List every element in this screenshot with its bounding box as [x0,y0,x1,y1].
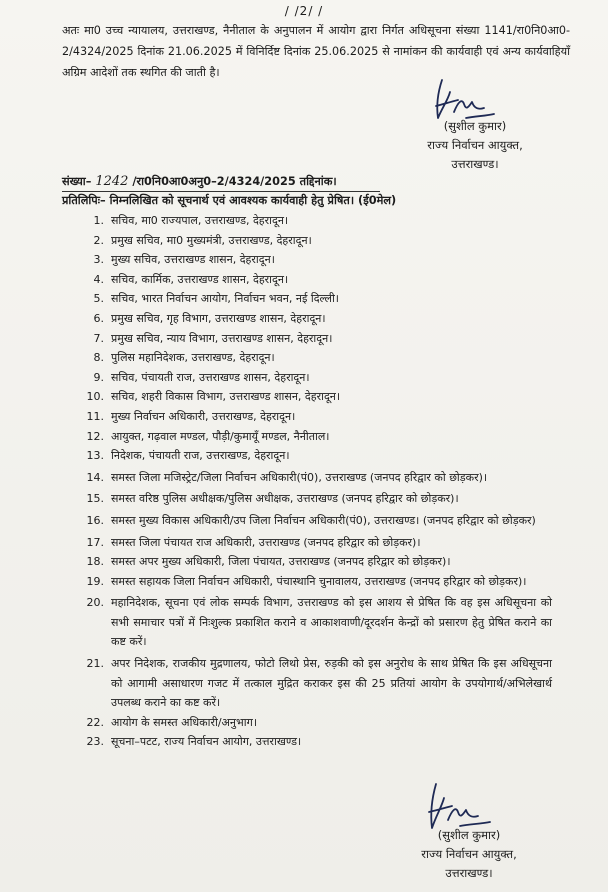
list-item: 2. प्रमुख सचिव, मा0 मुख्यमंत्री, उत्तराखण्ड, देहरादून। [93,233,312,247]
reference-prefix: संख्या– [62,175,92,188]
list-item: 8. पुलिस महानिदेशक, उत्तराखण्ड, देहरादून। [93,351,275,365]
page-number: / /2/ / [284,4,324,18]
signatory-state: उत्तराखण्ड। [451,157,499,171]
list-item: 11. मुख्य निर्वाचन अधिकारी, उत्तराखण्ड, देहरादून। [86,409,296,423]
list-item: 17. समस्त जिला पंचायत राज अधिकारी, उत्तराखण्ड (जनपद हरिद्वार को छोड़कर)। [86,535,421,549]
signatory-state: उत्तराखण्ड। [445,866,493,880]
list-item: 1. सचिव, मा0 राज्यपाल, उत्तराखण्ड, देहरादून। [93,214,289,227]
signatory-designation: राज्य निर्वाचन आयुक्त, [421,847,517,861]
list-item: 20. महानिदेशक, सूचना एवं लोक सम्पर्क विभाग, उत्तराखण्ड को इस आशय से प्रेषित कि वह इस अधिसूचना को सभी समाचार पत्रों में निःशुल्क प्रकाशित कराने व आकाशवाणी/दूरदर्शन केन्द्रों को प्रसारण हेतु प्रेषित कराने का कष्ट करें। [86,596,552,649]
list-item: 16. समस्त मुख्य विकास अधिकारी/उप जिला निर्वाचन अधिकारी(पं0), उत्तराखण्ड। (जनपद हरिद्वार को छोड़कर) [86,513,536,527]
list-item: 19. समस्त सहायक जिला निर्वाचन अधिकारी, पंचास्थानि चुनावालय, उत्तराखण्ड (जनपद हरिद्वार को छोड़कर)। [86,574,527,588]
list-item: 5. सचिव, भारत निर्वाचन आयोग, निर्वाचन भवन, नई दिल्ली। [93,292,339,306]
copy-to-heading: प्रतिलिपिः– निम्नलिखित को सूचनार्थ एवं आवश्यक कार्यवाही हेतु प्रेषित। (ई0मेल) [62,194,397,207]
signature-block-2 [394,826,544,883]
reference-line [62,172,582,192]
list-item: 9. सचिव, पंचायती राज, उत्तराखण्ड शासन, देहरादून। [93,370,310,384]
signatory-name: (सुशील कुमार) [443,119,507,133]
list-item: 14. समस्त जिला मजिस्ट्रेट/जिला निर्वाचन अधिकारी(पं0), उत्तराखण्ड (जनपद हरिद्वार को छोड़कर)। [86,470,488,484]
reference-handwritten-number: 1242 [95,174,129,189]
list-item: 10. सचिव, शहरी विकास विभाग, उत्तराखण्ड शासन, देहरादून। [86,390,341,404]
list-item: 18. समस्त अपर मुख्य अधिकारी, जिला पंचायत, उत्तराखण्ड (जनपद हरिद्वार को छोड़कर)। [86,555,451,569]
list-item: 6. प्रमुख सचिव, गृह विभाग, उत्तराखण्ड शासन, देहरादून। [93,311,326,325]
list-item: 21. अपर निदेशक, राजकीय मुद्रणालय, फोटो लिथो प्रेस, रुड़की को इस अनुरोध के साथ प्रेषित कि इस अधिसूचना को आगामी असाधारण गजट में तत्काल मुद्रित कराकर इस की 25 प्रतियां आयोग के उपयोगार्थ/अभिलेखार्थ उपलब्ध कराने का कष्ट करें। [86,657,552,710]
list-item: 12. आयुक्त, गढ़वाल मण्डल, पौड़ी/कुमायूँ मण्डल, नैनीताल। [86,429,330,443]
list-item: 3. मुख्य सचिव, उत्तराखण्ड शासन, देहरादून। [93,253,275,267]
list-item: 15. समस्त वरिष्ठ पुलिस अधीक्षक/पुलिस अधीक्षक, उत्तराखण्ड (जनपद हरिद्वार को छोड़कर)। [86,492,459,506]
list-item: 7. प्रमुख सचिव, न्याय विभाग, उत्तराखण्ड शासन, देहरादून। [93,331,333,345]
list-item: 4. सचिव, कार्मिक, उत्तराखण्ड शासन, देहरादून। [93,272,289,286]
signature-block-1 [400,117,550,174]
recipient-list [62,211,552,752]
list-item: 23. सूचना–पटट, राज्य निर्वाचन आयोग, उत्तराखण्ड। [86,735,302,749]
list-item: 22. आयोग के समस्त अधिकारी/अनुभाग। [86,715,257,729]
body-paragraph: अतः मा0 उच्च न्यायालय, उत्तराखण्ड, नैनीताल के अनुपालन में आयोग द्वारा निर्गत अधिसूचना संख्या 1141/रा0नि0आ0-2/4324/2025 दिनांक 21.06.2025 में विनिर्दिष्ट दिनांक 25.06.2025 से नामांकन की कार्यवाही एवं अन्य कार्यवाहियाँ अग्रिम आदेशों तक स्थगित की जाती है। [62,24,570,79]
list-item: 13. निदेशक, पंचायती राज, उत्तराखण्ड, देहरादून। [86,449,290,463]
reference-suffix: /रा0नि0आ0अनु0–2/4324/2025 तद्दिनांक। [132,175,337,188]
signatory-name: (सुशील कुमार) [437,828,501,842]
signatory-designation: राज्य निर्वाचन आयुक्त, [427,138,523,152]
